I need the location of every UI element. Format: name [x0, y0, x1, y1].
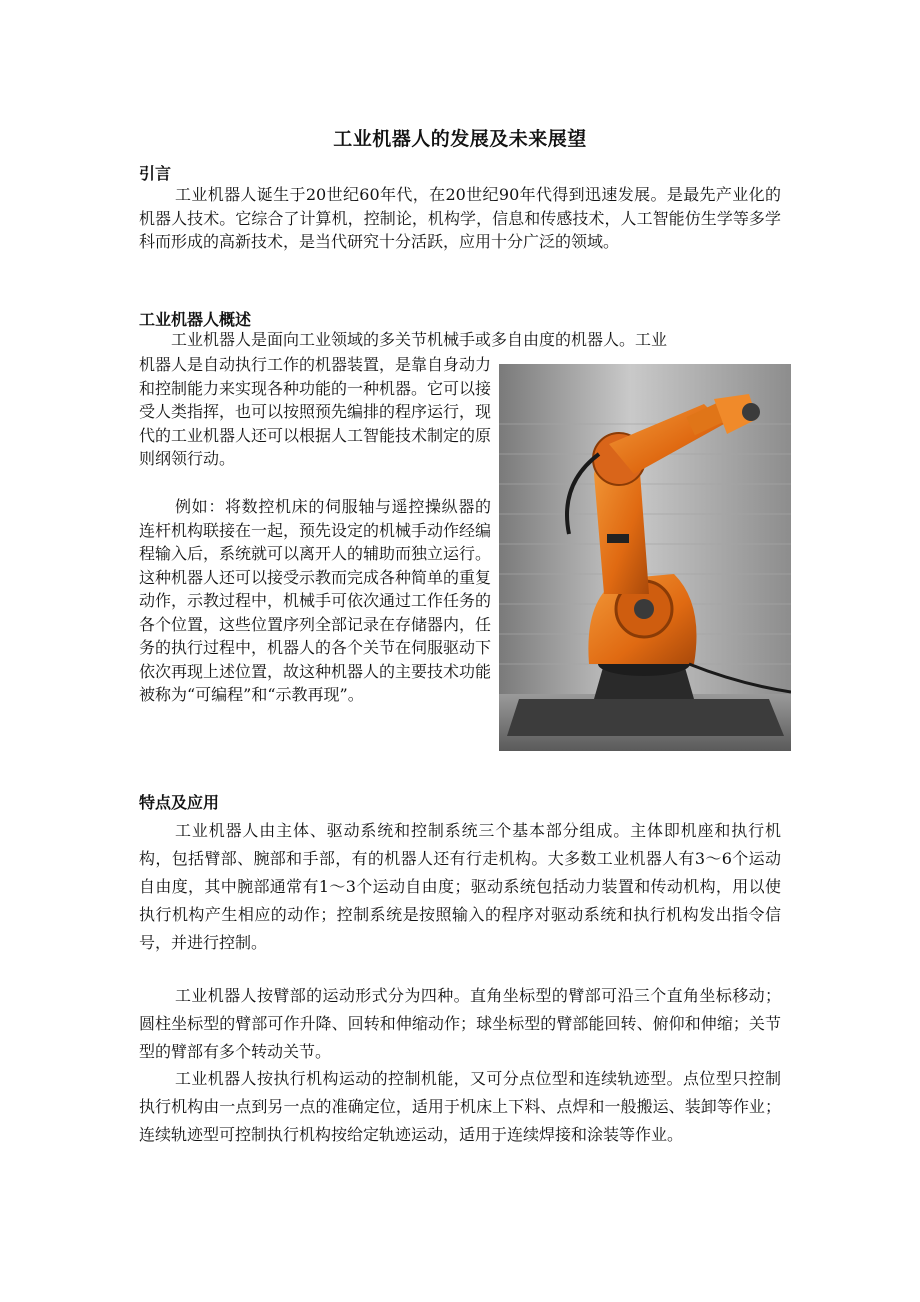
robot-arm-image — [499, 364, 791, 751]
section-heading-intro: 引言 — [139, 164, 172, 183]
paragraph-features-2: 工业机器人按臂部的运动形式分为四种。直角坐标型的臂部可沿三个直角坐标移动；圆柱坐标型的臂部可作升降、回转和伸缩动作；球坐标型的臂部能回转、俯仰和伸缩；关节型的臂部有多个转动关节。 — [139, 986, 781, 1061]
paragraph-features-3: 工业机器人按执行机构运动的控制机能，又可分点位型和连续轨迹型。点位型只控制执行机构由一点到另一点的准确定位，适用于机床上下料、点焊和一般搬运、装卸等作业；连续轨迹型可控制执行机构按给定轨迹运动，适用于连续焊接和涂装等作业。 — [139, 1069, 781, 1144]
paragraph-features-1: 工业机器人由主体、驱动系统和控制系统三个基本部分组成。主体即机座和执行机构，包括臂部、腕部和手部，有的机器人还有行走机构。大多数工业机器人有3～6个运动自由度，其中腕部通常有1～3个运动自由度；驱动系统包括动力装置和传动机构，用以使执行机构产生相应的动作；控制系统是按照输入的程序对驱动系统和执行机构发出指令信号，并进行控制。 — [139, 821, 781, 952]
section-heading-overview: 工业机器人概述 — [139, 310, 252, 329]
industrial-robot-arm-icon — [499, 364, 791, 751]
paragraph-overview-lead: 工业机器人是面向工业领域的多关节机械手或多自由度的机器人。工业 — [171, 330, 668, 349]
paragraph-overview-1: 机器人是自动执行工作的机器装置，是靠自身动力和控制能力来实现各种功能的一种机器。它可以接受人类指挥，也可以按照预先编排的程序运行，现代的工业机器人还可以根据人工智能技术制定的原则纲领行动。 — [139, 355, 492, 468]
paragraph-overview-2: 例如：将数控机床的伺服轴与遥控操纵器的连杆机构联接在一起，预先设定的机械手动作经编程输入后，系统就可以离开人的辅助而独立运行。这种机器人还可以接受示教而完成各种简单的重复动作，示教过程中，机械手可依次通过工作任务的各个位置，这些位置序列全部记录在存储器内，任务的执行过程中，机器人的各个关节在伺服驱动下依次再现上述位置，故这种机器人的主要技术功能被称为“可编程”和“示教再现”。 — [139, 497, 492, 704]
paragraph-intro: 工业机器人诞生于20世纪60年代，在20世纪90年代得到迅速发展。是最先产业化的机器人技术。它综合了计算机，控制论，机构学，信息和传感技术，人工智能仿生学等多学科而形成的高新技术，是当代研究十分活跃，应用十分广泛的领域。 — [139, 185, 781, 251]
page-title: 工业机器人的发展及未来展望 — [333, 128, 587, 150]
section-heading-features: 特点及应用 — [139, 793, 220, 812]
